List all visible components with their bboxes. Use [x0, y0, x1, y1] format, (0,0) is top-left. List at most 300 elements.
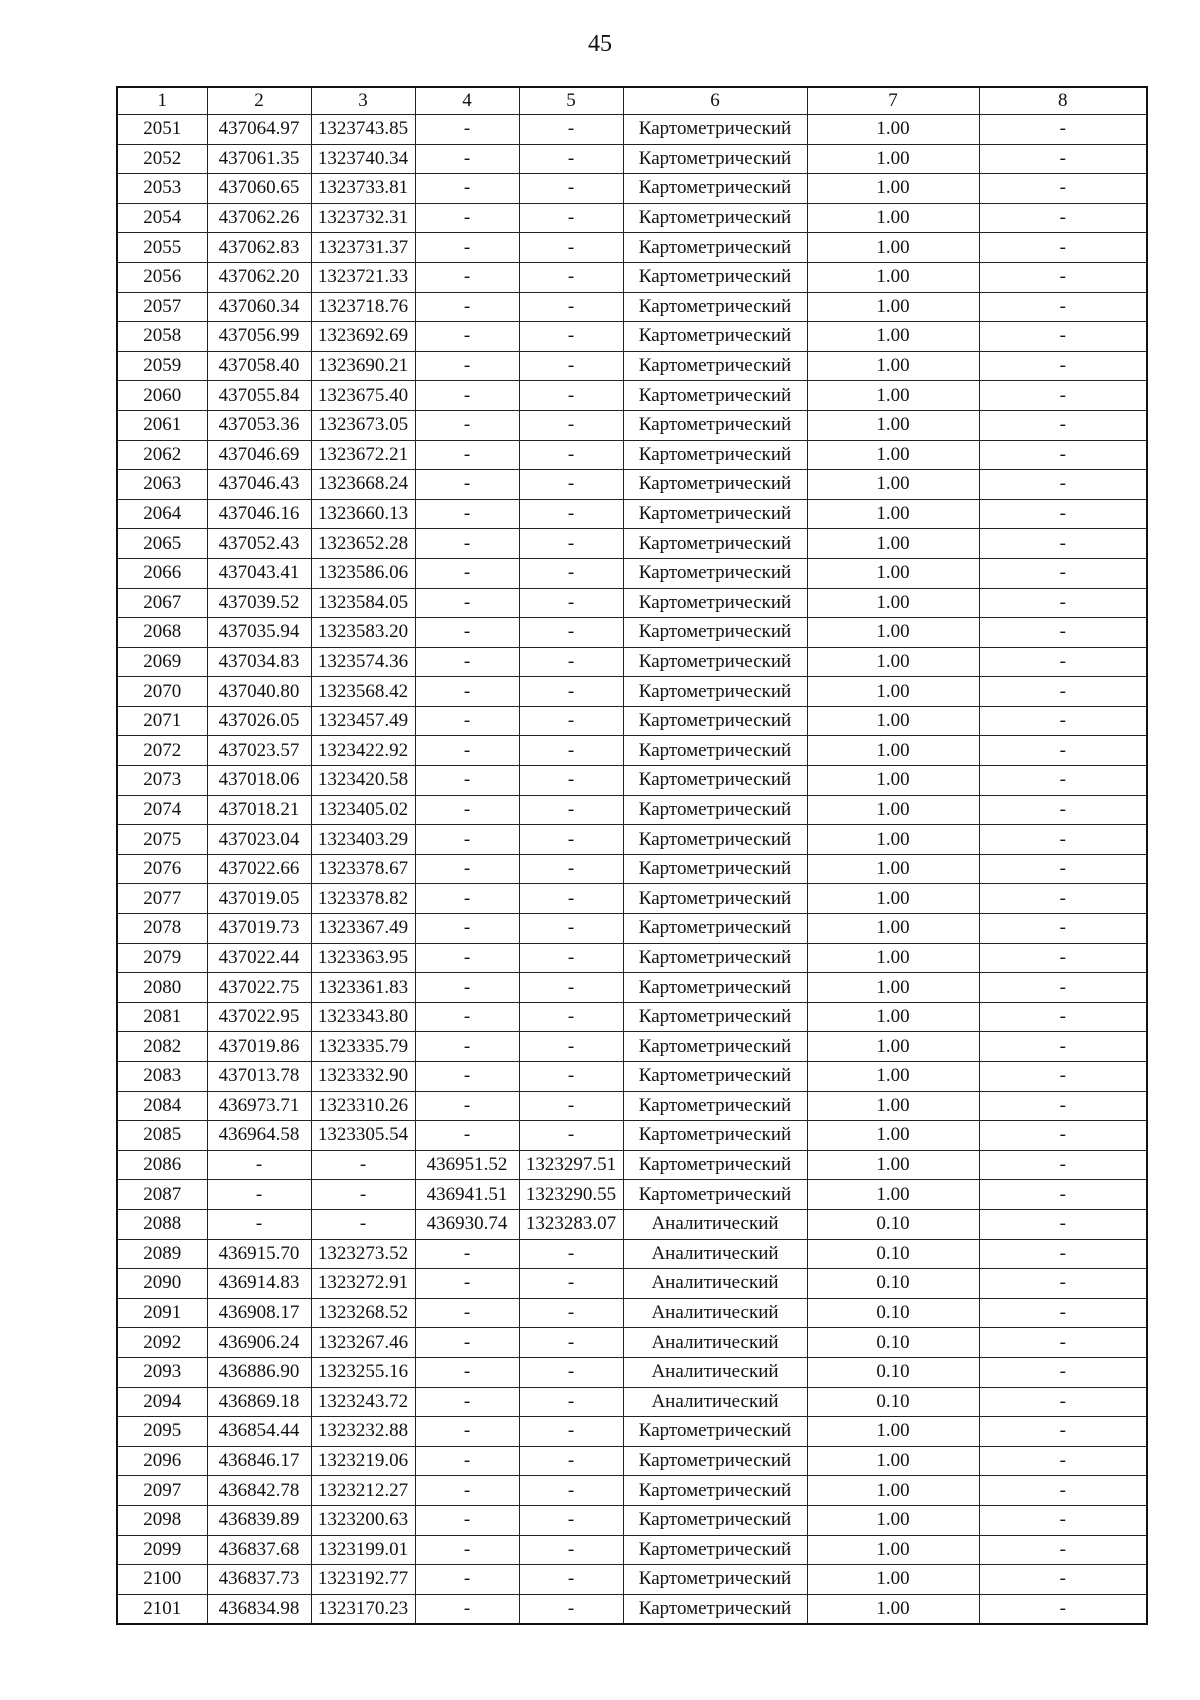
x-existing-cell: 437046.16	[207, 499, 311, 529]
y-existing-cell: 1323660.13	[311, 499, 415, 529]
x-existing-cell: 436914.83	[207, 1269, 311, 1299]
y-new-cell: -	[519, 1239, 623, 1269]
table-row	[117, 1505, 1147, 1535]
accuracy-cell: 1.00	[807, 470, 979, 500]
x-new-cell: -	[415, 410, 519, 440]
x-new-cell: 436951.52	[415, 1150, 519, 1180]
method-cell: Картометрический	[623, 1505, 807, 1535]
x-new-cell: -	[415, 854, 519, 884]
accuracy-cell: 1.00	[807, 1565, 979, 1595]
x-new-cell: -	[415, 115, 519, 145]
y-existing-cell: 1323378.82	[311, 884, 415, 914]
table-row	[117, 618, 1147, 648]
y-existing-cell: 1323422.92	[311, 736, 415, 766]
y-existing-cell: 1323332.90	[311, 1062, 415, 1092]
accuracy-cell: 0.10	[807, 1328, 979, 1358]
y-new-cell: -	[519, 144, 623, 174]
method-cell: Картометрический	[623, 1417, 807, 1447]
y-existing-cell: 1323310.26	[311, 1091, 415, 1121]
y-existing-cell: 1323255.16	[311, 1357, 415, 1387]
method-cell: Картометрический	[623, 529, 807, 559]
accuracy-cell: 1.00	[807, 351, 979, 381]
y-new-cell: -	[519, 1476, 623, 1506]
table-row	[117, 825, 1147, 855]
table-row	[117, 233, 1147, 263]
x-existing-cell: 436906.24	[207, 1328, 311, 1358]
x-new-cell: -	[415, 174, 519, 204]
table-row	[117, 1387, 1147, 1417]
accuracy-cell: 1.00	[807, 529, 979, 559]
x-existing-cell: 437043.41	[207, 558, 311, 588]
y-new-cell: -	[519, 174, 623, 204]
point-number-cell: 2052	[117, 144, 207, 174]
x-new-cell: -	[415, 1476, 519, 1506]
page-number: 45	[588, 31, 612, 57]
x-new-cell: 436941.51	[415, 1180, 519, 1210]
description-cell: -	[979, 351, 1147, 381]
table-row	[117, 854, 1147, 884]
point-number-cell: 2072	[117, 736, 207, 766]
x-new-cell: -	[415, 1269, 519, 1299]
y-existing-cell: 1323457.49	[311, 706, 415, 736]
x-existing-cell: -	[207, 1209, 311, 1239]
x-existing-cell: 436837.68	[207, 1535, 311, 1565]
x-new-cell: -	[415, 1565, 519, 1595]
x-new-cell: -	[415, 558, 519, 588]
y-new-cell: -	[519, 1446, 623, 1476]
accuracy-cell: 1.00	[807, 174, 979, 204]
table-row	[117, 203, 1147, 233]
point-number-cell: 2069	[117, 647, 207, 677]
method-cell: Картометрический	[623, 262, 807, 292]
description-cell: -	[979, 854, 1147, 884]
x-new-cell: -	[415, 292, 519, 322]
accuracy-cell: 1.00	[807, 588, 979, 618]
column-header: 1	[117, 87, 207, 115]
x-existing-cell: 437022.44	[207, 943, 311, 973]
point-number-cell: 2068	[117, 618, 207, 648]
y-existing-cell: 1323273.52	[311, 1239, 415, 1269]
accuracy-cell: 0.10	[807, 1269, 979, 1299]
x-new-cell: -	[415, 1357, 519, 1387]
table-row	[117, 144, 1147, 174]
accuracy-cell: 1.00	[807, 203, 979, 233]
accuracy-cell: 0.10	[807, 1357, 979, 1387]
table-row	[117, 1357, 1147, 1387]
x-existing-cell: 437019.86	[207, 1032, 311, 1062]
x-existing-cell: 437053.36	[207, 410, 311, 440]
table-row	[117, 558, 1147, 588]
x-existing-cell: 436915.70	[207, 1239, 311, 1269]
description-cell: -	[979, 1535, 1147, 1565]
accuracy-cell: 1.00	[807, 1002, 979, 1032]
x-existing-cell: 437046.69	[207, 440, 311, 470]
method-cell: Картометрический	[623, 706, 807, 736]
description-cell: -	[979, 1565, 1147, 1595]
point-number-cell: 2065	[117, 529, 207, 559]
description-cell: -	[979, 677, 1147, 707]
y-new-cell: -	[519, 470, 623, 500]
x-existing-cell: 437018.06	[207, 766, 311, 796]
table-row	[117, 351, 1147, 381]
method-cell: Картометрический	[623, 1002, 807, 1032]
description-cell: -	[979, 1121, 1147, 1151]
method-cell: Картометрический	[623, 440, 807, 470]
description-cell: -	[979, 795, 1147, 825]
method-cell: Картометрический	[623, 1032, 807, 1062]
y-existing-cell: 1323731.37	[311, 233, 415, 263]
y-existing-cell: 1323568.42	[311, 677, 415, 707]
description-cell: -	[979, 410, 1147, 440]
x-existing-cell: 436846.17	[207, 1446, 311, 1476]
x-existing-cell: 437026.05	[207, 706, 311, 736]
x-new-cell: -	[415, 1417, 519, 1447]
description-cell: -	[979, 1594, 1147, 1624]
accuracy-cell: 0.10	[807, 1387, 979, 1417]
description-cell: -	[979, 322, 1147, 352]
table-row	[117, 1209, 1147, 1239]
x-existing-cell: 437040.80	[207, 677, 311, 707]
y-existing-cell: 1323212.27	[311, 1476, 415, 1506]
y-existing-cell: 1323363.95	[311, 943, 415, 973]
y-existing-cell: 1323305.54	[311, 1121, 415, 1151]
accuracy-cell: 1.00	[807, 558, 979, 588]
x-existing-cell: 436908.17	[207, 1298, 311, 1328]
description-cell: -	[979, 1062, 1147, 1092]
y-existing-cell: 1323718.76	[311, 292, 415, 322]
x-new-cell: 436930.74	[415, 1209, 519, 1239]
description-cell: -	[979, 1476, 1147, 1506]
method-cell: Картометрический	[623, 1180, 807, 1210]
table-row	[117, 440, 1147, 470]
x-existing-cell: 437034.83	[207, 647, 311, 677]
table-row	[117, 115, 1147, 145]
accuracy-cell: 1.00	[807, 381, 979, 411]
accuracy-cell: 1.00	[807, 1417, 979, 1447]
point-number-cell: 2083	[117, 1062, 207, 1092]
table-row	[117, 262, 1147, 292]
x-existing-cell: 436837.73	[207, 1565, 311, 1595]
description-cell: -	[979, 1032, 1147, 1062]
y-new-cell: -	[519, 115, 623, 145]
description-cell: -	[979, 558, 1147, 588]
x-existing-cell: 437023.04	[207, 825, 311, 855]
table-row	[117, 884, 1147, 914]
y-existing-cell: 1323743.85	[311, 115, 415, 145]
description-cell: -	[979, 529, 1147, 559]
y-existing-cell: 1323367.49	[311, 914, 415, 944]
method-cell: Картометрический	[623, 854, 807, 884]
column-header: 3	[311, 87, 415, 115]
table-body	[117, 115, 1147, 1625]
x-new-cell: -	[415, 1535, 519, 1565]
x-existing-cell: 436886.90	[207, 1357, 311, 1387]
table-row	[117, 410, 1147, 440]
table-row	[117, 1298, 1147, 1328]
method-cell: Картометрический	[623, 174, 807, 204]
table-row	[117, 1062, 1147, 1092]
accuracy-cell: 1.00	[807, 706, 979, 736]
method-cell: Аналитический	[623, 1387, 807, 1417]
point-number-cell: 2051	[117, 115, 207, 145]
x-new-cell: -	[415, 647, 519, 677]
x-existing-cell: 437056.99	[207, 322, 311, 352]
method-cell: Картометрический	[623, 1594, 807, 1624]
description-cell: -	[979, 292, 1147, 322]
y-existing-cell: 1323219.06	[311, 1446, 415, 1476]
description-cell: -	[979, 115, 1147, 145]
accuracy-cell: 1.00	[807, 115, 979, 145]
x-new-cell: -	[415, 884, 519, 914]
table-row	[117, 529, 1147, 559]
x-new-cell: -	[415, 1328, 519, 1358]
y-existing-cell: 1323668.24	[311, 470, 415, 500]
x-existing-cell: 437018.21	[207, 795, 311, 825]
description-cell: -	[979, 1209, 1147, 1239]
table-row	[117, 706, 1147, 736]
accuracy-cell: 1.00	[807, 825, 979, 855]
point-number-cell: 2074	[117, 795, 207, 825]
method-cell: Картометрический	[623, 292, 807, 322]
y-existing-cell: 1323403.29	[311, 825, 415, 855]
accuracy-cell: 0.10	[807, 1209, 979, 1239]
column-header: 8	[979, 87, 1147, 115]
point-number-cell: 2097	[117, 1476, 207, 1506]
description-cell: -	[979, 706, 1147, 736]
method-cell: Аналитический	[623, 1298, 807, 1328]
point-number-cell: 2058	[117, 322, 207, 352]
method-cell: Картометрический	[623, 588, 807, 618]
y-existing-cell: 1323586.06	[311, 558, 415, 588]
method-cell: Картометрический	[623, 914, 807, 944]
point-number-cell: 2098	[117, 1505, 207, 1535]
y-new-cell: -	[519, 351, 623, 381]
point-number-cell: 2101	[117, 1594, 207, 1624]
y-existing-cell: 1323199.01	[311, 1535, 415, 1565]
table-row	[117, 322, 1147, 352]
method-cell: Картометрический	[623, 322, 807, 352]
y-new-cell: -	[519, 1594, 623, 1624]
table-row	[117, 1594, 1147, 1624]
point-number-cell: 2088	[117, 1209, 207, 1239]
x-new-cell: -	[415, 914, 519, 944]
y-existing-cell: 1323583.20	[311, 618, 415, 648]
point-number-cell: 2060	[117, 381, 207, 411]
point-number-cell: 2066	[117, 558, 207, 588]
point-number-cell: 2064	[117, 499, 207, 529]
y-new-cell: -	[519, 1505, 623, 1535]
point-number-cell: 2093	[117, 1357, 207, 1387]
x-existing-cell: -	[207, 1150, 311, 1180]
y-new-cell: -	[519, 440, 623, 470]
description-cell: -	[979, 470, 1147, 500]
table-row	[117, 381, 1147, 411]
table-row	[117, 499, 1147, 529]
x-new-cell: -	[415, 618, 519, 648]
x-existing-cell: 436854.44	[207, 1417, 311, 1447]
accuracy-cell: 1.00	[807, 766, 979, 796]
accuracy-cell: 1.00	[807, 943, 979, 973]
y-existing-cell: 1323243.72	[311, 1387, 415, 1417]
y-new-cell: -	[519, 1032, 623, 1062]
y-new-cell: 1323283.07	[519, 1209, 623, 1239]
point-number-cell: 2087	[117, 1180, 207, 1210]
table-row	[117, 292, 1147, 322]
x-new-cell: -	[415, 351, 519, 381]
point-number-cell: 2095	[117, 1417, 207, 1447]
y-new-cell: 1323297.51	[519, 1150, 623, 1180]
accuracy-cell: 0.10	[807, 1298, 979, 1328]
y-existing-cell: 1323584.05	[311, 588, 415, 618]
x-new-cell: -	[415, 1298, 519, 1328]
x-new-cell: -	[415, 322, 519, 352]
method-cell: Картометрический	[623, 795, 807, 825]
description-cell: -	[979, 914, 1147, 944]
description-cell: -	[979, 825, 1147, 855]
description-cell: -	[979, 1239, 1147, 1269]
accuracy-cell: 1.00	[807, 854, 979, 884]
x-new-cell: -	[415, 1239, 519, 1269]
x-new-cell: -	[415, 499, 519, 529]
accuracy-cell: 1.00	[807, 914, 979, 944]
y-new-cell: -	[519, 529, 623, 559]
x-new-cell: -	[415, 262, 519, 292]
description-cell: -	[979, 233, 1147, 263]
table-row	[117, 1180, 1147, 1210]
x-existing-cell: 437064.97	[207, 115, 311, 145]
x-new-cell: -	[415, 529, 519, 559]
method-cell: Картометрический	[623, 1062, 807, 1092]
x-new-cell: -	[415, 1446, 519, 1476]
point-number-cell: 2061	[117, 410, 207, 440]
x-existing-cell: 437062.20	[207, 262, 311, 292]
y-existing-cell: 1323740.34	[311, 144, 415, 174]
y-new-cell: -	[519, 381, 623, 411]
point-number-cell: 2080	[117, 973, 207, 1003]
description-cell: -	[979, 499, 1147, 529]
table-row	[117, 1328, 1147, 1358]
y-new-cell: -	[519, 233, 623, 263]
x-existing-cell: 437022.75	[207, 973, 311, 1003]
x-new-cell: -	[415, 440, 519, 470]
point-number-cell: 2063	[117, 470, 207, 500]
description-cell: -	[979, 1417, 1147, 1447]
description-cell: -	[979, 1269, 1147, 1299]
x-existing-cell: 437061.35	[207, 144, 311, 174]
y-existing-cell: 1323361.83	[311, 973, 415, 1003]
method-cell: Картометрический	[623, 647, 807, 677]
point-number-cell: 2076	[117, 854, 207, 884]
y-existing-cell: 1323267.46	[311, 1328, 415, 1358]
method-cell: Картометрический	[623, 351, 807, 381]
method-cell: Картометрический	[623, 410, 807, 440]
x-existing-cell: 436839.89	[207, 1505, 311, 1535]
table-row	[117, 1565, 1147, 1595]
method-cell: Картометрический	[623, 1091, 807, 1121]
description-cell: -	[979, 1328, 1147, 1358]
y-existing-cell: 1323721.33	[311, 262, 415, 292]
description-cell: -	[979, 647, 1147, 677]
method-cell: Картометрический	[623, 203, 807, 233]
y-existing-cell: 1323378.67	[311, 854, 415, 884]
method-cell: Картометрический	[623, 1121, 807, 1151]
description-cell: -	[979, 766, 1147, 796]
x-existing-cell: 437062.26	[207, 203, 311, 233]
description-cell: -	[979, 1505, 1147, 1535]
accuracy-cell: 1.00	[807, 322, 979, 352]
y-new-cell: -	[519, 1002, 623, 1032]
point-number-cell: 2084	[117, 1091, 207, 1121]
y-existing-cell: 1323170.23	[311, 1594, 415, 1624]
method-cell: Картометрический	[623, 943, 807, 973]
x-new-cell: -	[415, 766, 519, 796]
method-cell: Аналитический	[623, 1269, 807, 1299]
y-existing-cell: 1323343.80	[311, 1002, 415, 1032]
y-existing-cell: 1323420.58	[311, 766, 415, 796]
point-number-cell: 2054	[117, 203, 207, 233]
accuracy-cell: 1.00	[807, 1150, 979, 1180]
accuracy-cell: 1.00	[807, 1505, 979, 1535]
description-cell: -	[979, 1446, 1147, 1476]
method-cell: Картометрический	[623, 1476, 807, 1506]
accuracy-cell: 1.00	[807, 410, 979, 440]
x-existing-cell: 437013.78	[207, 1062, 311, 1092]
point-number-cell: 2079	[117, 943, 207, 973]
method-cell: Картометрический	[623, 499, 807, 529]
table-row	[117, 943, 1147, 973]
accuracy-cell: 1.00	[807, 677, 979, 707]
method-cell: Картометрический	[623, 1150, 807, 1180]
method-cell: Картометрический	[623, 233, 807, 263]
table-row	[117, 470, 1147, 500]
description-cell: -	[979, 144, 1147, 174]
point-number-cell: 2081	[117, 1002, 207, 1032]
y-existing-cell: 1323732.31	[311, 203, 415, 233]
y-new-cell: -	[519, 262, 623, 292]
method-cell: Картометрический	[623, 766, 807, 796]
x-new-cell: -	[415, 588, 519, 618]
table-row	[117, 1476, 1147, 1506]
x-new-cell: -	[415, 1505, 519, 1535]
accuracy-cell: 1.00	[807, 647, 979, 677]
table-row	[117, 766, 1147, 796]
description-cell: -	[979, 1091, 1147, 1121]
accuracy-cell: 1.00	[807, 973, 979, 1003]
accuracy-cell: 1.00	[807, 1535, 979, 1565]
accuracy-cell: 1.00	[807, 440, 979, 470]
point-number-cell: 2056	[117, 262, 207, 292]
x-new-cell: -	[415, 144, 519, 174]
x-new-cell: -	[415, 677, 519, 707]
y-new-cell: 1323290.55	[519, 1180, 623, 1210]
y-new-cell: -	[519, 1091, 623, 1121]
y-new-cell: -	[519, 1357, 623, 1387]
y-new-cell: -	[519, 706, 623, 736]
description-cell: -	[979, 884, 1147, 914]
method-cell: Картометрический	[623, 825, 807, 855]
point-number-cell: 2062	[117, 440, 207, 470]
description-cell: -	[979, 618, 1147, 648]
point-number-cell: 2057	[117, 292, 207, 322]
point-number-cell: 2059	[117, 351, 207, 381]
y-new-cell: -	[519, 588, 623, 618]
y-new-cell: -	[519, 1269, 623, 1299]
table-row	[117, 1535, 1147, 1565]
x-new-cell: -	[415, 795, 519, 825]
table-row	[117, 914, 1147, 944]
description-cell: -	[979, 1387, 1147, 1417]
table-row	[117, 1417, 1147, 1447]
